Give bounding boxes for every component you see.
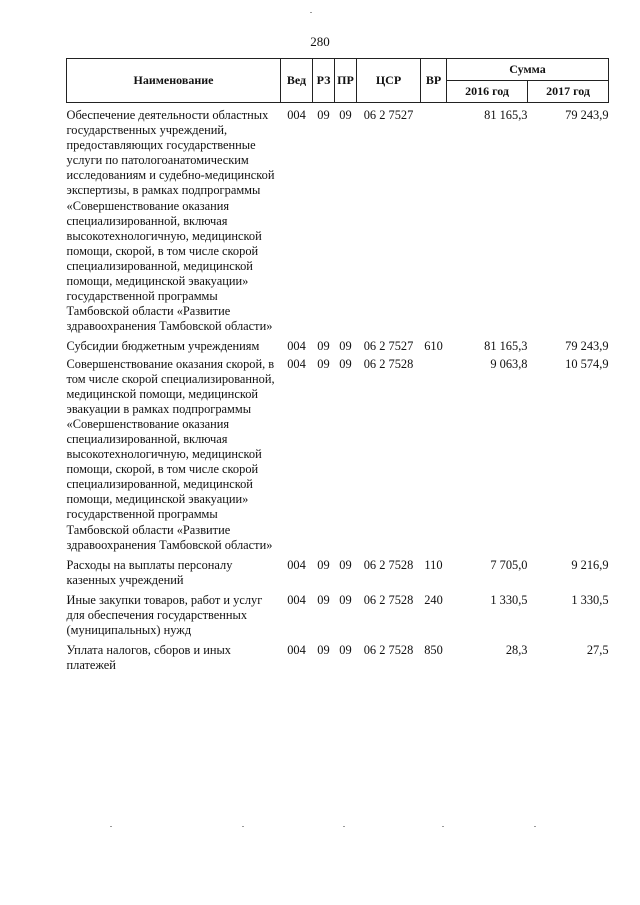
row-pr: 09 (339, 356, 352, 371)
row-pr: 09 (339, 557, 352, 572)
row-name: Обеспечение деятельности областных государственных учреждений, предоставляющих государственные услуги по патологоанатомическим исследованиям и судебно-медицинской экспертизы, в рамках подпрограммы «Совершенствование оказания специализированной, включая высокотехнологичную, медицинской помощи, скорой, в том числе скорой специализированной, медицинской помощи, медицинской эвакуации» государственной программы Тамбовской области «Развитие здравоохранения Тамбовской области» (66, 108, 275, 334)
row-sum-2016: 28,3 (505, 643, 528, 658)
row-sum-2017: 27,5 (586, 643, 609, 658)
row-csr: 06 2 7528 (363, 592, 414, 607)
row-rz: 09 (317, 643, 330, 658)
budget-table (66, 58, 609, 673)
header-name: Наименование (67, 59, 281, 103)
row-vr (421, 357, 447, 553)
row-sum-2017: 79 243,9 (565, 108, 609, 122)
scan-speck (310, 12, 312, 13)
row-sum-2017: 1 330,5 (571, 592, 609, 607)
scan-speck (534, 826, 536, 827)
table-row (67, 108, 609, 334)
table-header (67, 59, 609, 103)
row-vr: 850 (424, 643, 443, 658)
table-row (67, 357, 609, 553)
row-rz: 09 (317, 356, 330, 371)
row-name: Субсидии бюджетным учреждениям (66, 339, 260, 354)
header-2016: 2016 год (447, 81, 528, 103)
scan-speck (242, 826, 244, 827)
row-sum-2017: 79 243,9 (565, 339, 609, 354)
row-pr: 09 (339, 339, 352, 354)
header-csr: ЦСР (357, 59, 421, 103)
row-rz: 09 (317, 592, 330, 607)
row-name: Иные закупки товаров, работ и услуг для обеспечения государственных (муниципальных) нужд (66, 592, 263, 638)
row-pr: 09 (339, 108, 352, 122)
row-ved: 004 (287, 643, 306, 658)
row-rz: 09 (317, 108, 330, 122)
row-vr: 240 (424, 592, 443, 607)
row-sum-2016: 1 330,5 (490, 592, 528, 607)
row-name: Совершенствование оказания скорой, в том числе скорой специализированной, медицинской помощи, медицинской эвакуации в рамках подпрограммы «Совершенствование оказания специализированной, включая высокотехнологичную, медицинской помощи, скорой, в том числе скорой специализированной, медицинской помощи, медицинской эвакуации» государственной программы Тамбовской области «Развитие здравоохранения Тамбовской области» (66, 356, 275, 552)
row-sum-2017: 10 574,9 (565, 356, 609, 371)
row-rz: 09 (317, 339, 330, 354)
header-vr: ВР (421, 59, 447, 103)
row-name: Расходы на выплаты персоналу казенных учреждений (66, 557, 233, 587)
row-sum-2016: 81 165,3 (484, 108, 528, 122)
row-csr: 06 2 7527 (363, 339, 414, 354)
row-ved: 004 (287, 356, 306, 371)
table-row (67, 593, 609, 638)
row-pr: 09 (339, 643, 352, 658)
row-ved: 004 (287, 592, 306, 607)
page-number: 280 (310, 34, 330, 49)
row-rz: 09 (317, 557, 330, 572)
table-row (67, 339, 609, 354)
row-vr (421, 108, 447, 334)
table-row (67, 643, 609, 673)
row-vr: 610 (424, 339, 443, 354)
row-csr: 06 2 7528 (363, 356, 414, 371)
scan-speck (442, 826, 444, 827)
header-2017: 2017 год (528, 81, 609, 103)
row-name: Уплата налогов, сборов и иных платежей (66, 643, 231, 673)
row-csr: 06 2 7528 (363, 643, 414, 658)
header-pr: ПР (335, 59, 357, 103)
scan-speck (110, 826, 112, 827)
row-ved: 004 (287, 108, 306, 122)
row-pr: 09 (339, 592, 352, 607)
row-ved: 004 (287, 339, 306, 354)
table-row (67, 558, 609, 588)
header-sum: Сумма (447, 59, 609, 81)
row-sum-2016: 81 165,3 (484, 339, 528, 354)
row-csr: 06 2 7527 (363, 108, 414, 122)
row-sum-2016: 9 063,8 (490, 356, 528, 371)
header-rz: РЗ (313, 59, 335, 103)
scan-speck (343, 826, 345, 827)
row-sum-2017: 9 216,9 (571, 557, 609, 572)
row-csr: 06 2 7528 (363, 557, 414, 572)
row-ved: 004 (287, 557, 306, 572)
row-vr: 110 (424, 557, 443, 572)
header-ved: Вед (281, 59, 313, 103)
row-sum-2016: 7 705,0 (490, 557, 528, 572)
